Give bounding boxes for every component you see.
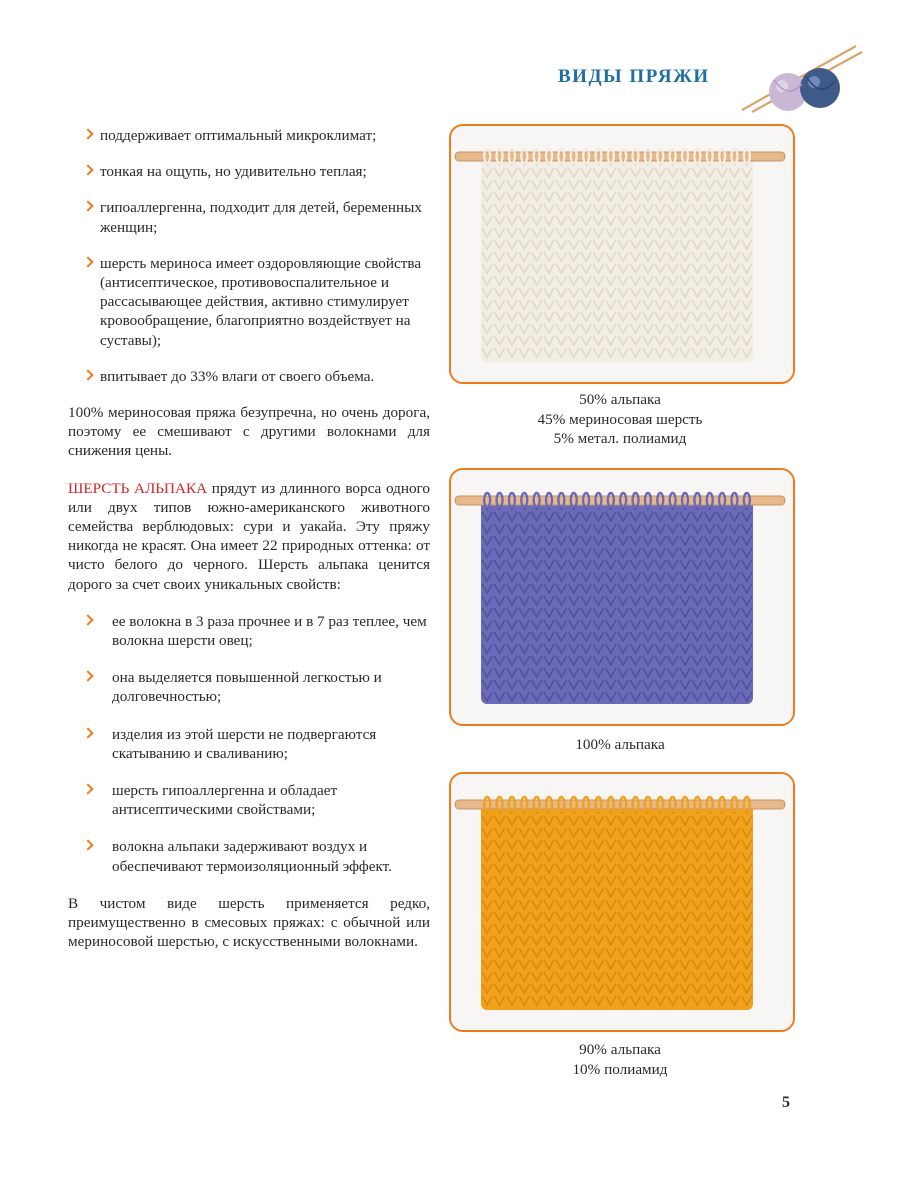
- page-number: 5: [782, 1094, 790, 1111]
- knit-fabric-illustration: [451, 470, 793, 724]
- list-item: впитывает до 33% влаги от своего объема.: [68, 367, 430, 386]
- caption-line: 10% полиамид: [572, 1060, 668, 1078]
- alpaca-heading: ШЕРСТЬ АЛЬПАКА: [68, 479, 208, 497]
- article-text-column: [68, 126, 430, 970]
- caption-line: 5% метал. полиамид: [553, 430, 687, 447]
- swatch-caption: [449, 1040, 791, 1079]
- caption-line: 50% альпака: [579, 391, 661, 408]
- knit-fabric-illustration: [451, 774, 793, 1030]
- list-item: ее волокна в 3 раза прочнее и в 7 раз теплее, чем волокна шерсти овец;: [68, 612, 430, 650]
- section-title: ВИДЫ ПРЯЖИ: [558, 66, 710, 87]
- list-item: изделия из этой шерсти не подвергаются скатыванию и сваливанию;: [68, 725, 430, 763]
- list-item: гипоаллергенна, подходит для детей, беременных женщин;: [68, 198, 430, 236]
- swatch-caption: [449, 390, 791, 449]
- knit-swatch-photo: [449, 468, 795, 726]
- list-item: волокна альпаки задерживают воздух и обеспечивают термоизоляционный эффект.: [68, 837, 430, 875]
- alpaca-properties-list: [68, 612, 430, 876]
- alpaca-intro-paragraph: [68, 479, 430, 594]
- knit-swatch-photo: [449, 124, 795, 384]
- swatch-caption: [449, 735, 791, 755]
- list-item: тонкая на ощупь, но удивительно теплая;: [68, 162, 430, 181]
- yarn-balls-knitting-needles-icon: [738, 40, 868, 116]
- list-item: шерсть гипоаллергенна и обладает антисептическими свойствами;: [68, 781, 430, 819]
- knit-swatch-photo: [449, 772, 795, 1032]
- caption-line: 90% альпака: [579, 1041, 661, 1058]
- caption-line: 100% альпака: [575, 736, 665, 753]
- caption-line: 45% мериносовая шерсть: [537, 410, 703, 428]
- list-item: она выделяется повышенной легкостью и долговечностью;: [68, 668, 430, 706]
- merino-paragraph: 100% мериносовая пряжа безупречна, но очень дорога, поэтому ее смешивают с другими волокнами для снижения цены.: [68, 404, 430, 460]
- merino-properties-list: [68, 126, 430, 386]
- alpaca-intro-text: прядут из длинного ворса одного или двух типов южно-американского животного семейства верблюдовых: сури и уакайа. Эту пряжу никогда не красят. Она имеет 22 природных оттенка: от чисто белого до черного. Шерсть альпака ценится дорого за счет своих уникальных свойств:: [68, 479, 430, 593]
- closing-paragraph: В чистом виде шерсть применяется редко, преимущественно в смесовых пряжах: с обычной или мериносовой шерстью, с искусственными волокнами.: [68, 894, 430, 951]
- list-item: шерсть мериноса имеет оздоровляющие свойства (антисептическое, противовоспалительное и рассасывающее действия, активно стимулирует кровообращение, благоприятно воздействует на суставы);: [68, 254, 430, 350]
- knit-fabric-illustration: [451, 126, 793, 382]
- list-item: поддерживает оптимальный микроклимат;: [68, 126, 430, 145]
